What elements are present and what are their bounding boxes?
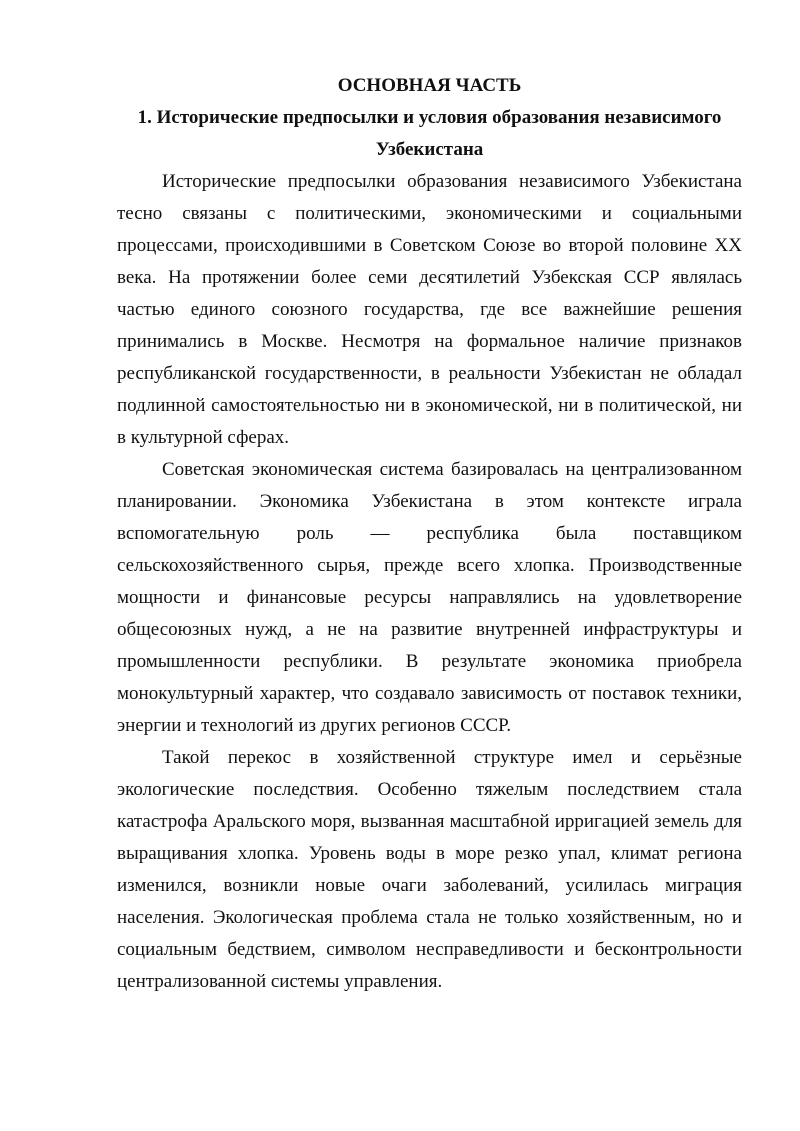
paragraph-3: Такой перекос в хозяйственной структуре имел и серьёзные экологические последствия. Особенно тяжелым последствием стала катастрофа Аральского моря, вызванная масштабной ирригацией земель для выращивания хлопка. Уровень воды в море резко упал, климат региона изменился, возникли новые очаги заболеваний, усилилась миграция населения. Экологическая проблема стала не только хозяйственным, но и социальным бедствием, символом несправедливости и бесконтрольности централизованной системы управления. [117, 747, 742, 992]
paragraph-1: Исторические предпосылки образования независимого Узбекистана тесно связаны с политическими, экономическими и социальными процессами, происходившими в Советском Союзе во второй половине XX века. На протяжении более семи десятилетий Узбекская ССР являлась частью единого союзного государства, где все важнейшие решения принимались в Москве. Несмотря на формальное наличие признаков республиканской государственности, в реальности Узбекистан не обладал подлинной самостоятельностью ни в экономической, ни в политической, ни в культурной сферах. [117, 171, 742, 448]
section-title: 1. Исторические предпосылки и условия образования независимого Узбекистана [137, 107, 722, 160]
paragraph-2: Советская экономическая система базировалась на централизованном планировании. Экономика Узбекистана в этом контексте играла вспомогательную роль — республика была поставщиком сельскохозяйственного сырья, прежде всего хлопка. Производственные мощности и финансовые ресурсы направлялись на удовлетворение общесоюзных нужд, а не на развитие внутренней инфраструктуры и промышленности республики. В результате экономика приобрела монокультурный характер, что создавало зависимость от поставок техники, энергии и технологий из других регионов СССР. [117, 459, 742, 736]
document-body [117, 70, 742, 998]
page-heading: ОСНОВНАЯ ЧАСТЬ [337, 75, 522, 96]
